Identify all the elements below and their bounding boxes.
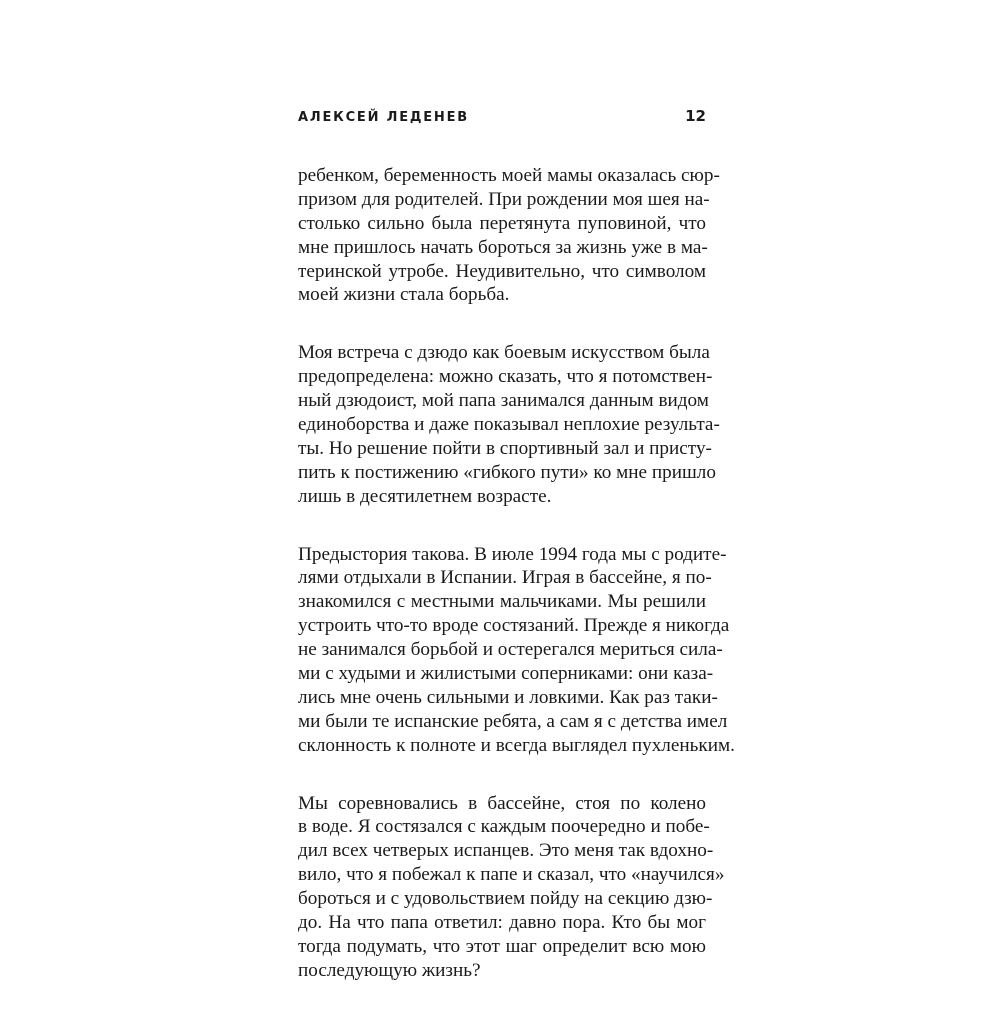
- text-line: Мы соревновались в бассейне, стоя по колено: [298, 792, 706, 814]
- text-line: не занимался борьбой и остерегался мериться сила-: [298, 639, 723, 661]
- text-line: тогда подумать, что этот шаг определит всю мою: [298, 935, 706, 957]
- text-line: предопределена: можно сказать, что я потомствен-: [298, 366, 713, 388]
- text-line: теринской утробе. Неудивительно, что символом: [298, 260, 706, 282]
- text-line: последующую жизнь?: [298, 959, 481, 981]
- text-line: вило, что я побежал к папе и сказал, что «научился»: [298, 864, 725, 886]
- text-line: Моя встреча с дзюдо как боевым искусством была: [298, 342, 710, 364]
- running-head: [298, 107, 706, 133]
- paragraph: [298, 341, 720, 508]
- paragraph: [298, 543, 735, 758]
- text-line: Предыстория такова. В июле 1994 года мы с родите-: [298, 543, 727, 565]
- text-line: моей жизни стала борьба.: [298, 284, 510, 306]
- text-line: лишь в десятилетнем возрасте.: [298, 485, 552, 507]
- text-line: знакомился с местными мальчиками. Мы решили: [298, 591, 706, 613]
- text-line: лями отдыхали в Испании. Играя в бассейне, я по-: [298, 567, 712, 589]
- body-text: [298, 164, 735, 1017]
- text-line: ми с худыми и жилистыми соперниками: они каза-: [298, 663, 714, 685]
- text-line: мне пришлось начать бороться за жизнь уже в ма-: [298, 236, 708, 258]
- text-line: пить к постижению «гибкого пути» ко мне пришло: [298, 461, 716, 483]
- text-line: до. На что папа ответил: давно пора. Кто бы мог: [298, 912, 706, 934]
- text-line: склонность к полноте и всегда выглядел пухленьким.: [298, 734, 735, 756]
- text-line: ребенком, беременность моей мамы оказалась сюр-: [298, 165, 720, 186]
- text-line: ты. Но решение пойти в спортивный зал и присту-: [298, 437, 712, 459]
- text-line: устроить что-то вроде состязаний. Прежде я никогда: [298, 615, 730, 637]
- text-line: ный дзюдоист, мой папа занимался данным видом: [298, 390, 709, 412]
- text-line: столько сильно была перетянута пуповиной, что: [298, 212, 706, 234]
- text-line: в воде. Я состязался с каждым поочередно и побе-: [298, 816, 710, 838]
- text-line: лись мне очень сильными и ловкими. Как раз таки-: [298, 686, 718, 708]
- author-name: АЛЕКСЕЙ ЛЕДЕНЕВ: [298, 110, 469, 125]
- text-line: призом для родителей. При рождении моя шея на-: [298, 188, 710, 210]
- text-line: дил всех четверых испанцев. Это меня так вдохно-: [298, 840, 714, 862]
- text-line: единоборства и даже показывал неплохие результа-: [298, 414, 720, 436]
- paragraph: [298, 792, 725, 983]
- paragraph: [298, 164, 720, 307]
- page-number: 12: [685, 107, 706, 125]
- text-line: ми были те испанские ребята, а сам я с детства имел: [298, 710, 728, 732]
- text-line: бороться и с удовольствием пойду на секцию дзю-: [298, 888, 713, 910]
